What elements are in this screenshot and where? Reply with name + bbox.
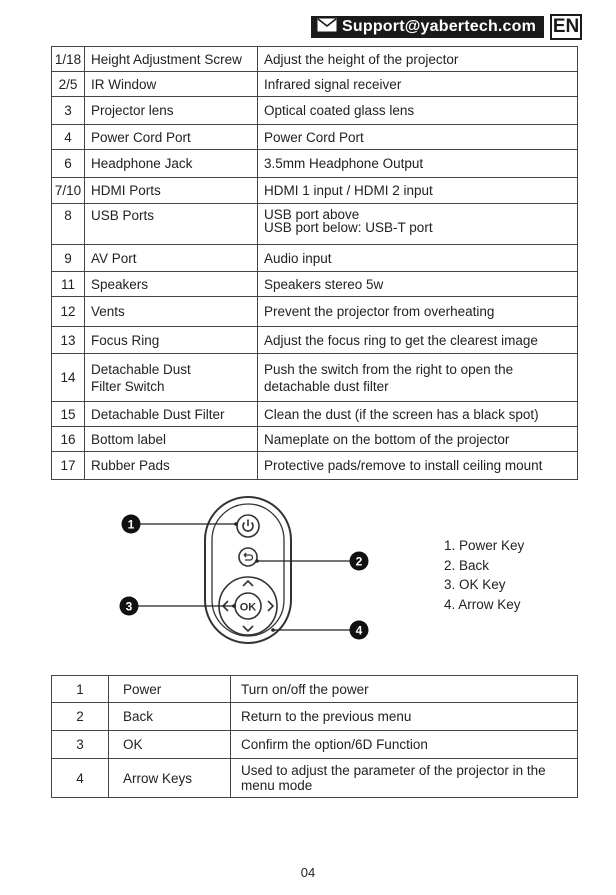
key-number: 2 xyxy=(52,703,109,731)
support-email: Support@yabertech.com xyxy=(342,18,537,35)
table-row xyxy=(52,150,578,178)
svg-text:1: 1 xyxy=(127,517,135,532)
callout-dot-1 xyxy=(234,522,238,526)
part-name: USB Ports xyxy=(85,204,258,245)
svg-text:4: 4 xyxy=(355,623,363,638)
part-number: 12 xyxy=(52,297,85,327)
part-number: 13 xyxy=(52,327,85,354)
part-description: Power Cord Port xyxy=(258,125,578,150)
legend-item: 3. OK Key xyxy=(444,577,506,592)
part-name-line: Filter Switch xyxy=(91,378,165,394)
part-description-line: detachable dust filter xyxy=(264,378,389,394)
part-description: Adjust the focus ring to get the clearest image xyxy=(258,327,578,354)
remote-key-legend xyxy=(444,536,524,614)
table-row xyxy=(52,676,578,703)
callout-dot-4 xyxy=(271,628,275,632)
part-description-line: USB port above xyxy=(264,207,360,222)
part-description-line: USB port below: USB-T port xyxy=(264,220,433,235)
key-number: 1 xyxy=(52,676,109,703)
key-description-line: Used to adjust the parameter of the projector in the xyxy=(241,763,546,778)
part-name: IR Window xyxy=(85,72,258,97)
table-row xyxy=(52,178,578,204)
table-row xyxy=(52,97,578,125)
callout-dot-3 xyxy=(232,604,236,608)
envelope-icon xyxy=(317,18,337,37)
callout-badge-2 xyxy=(350,552,369,571)
callout-dot-2 xyxy=(255,559,259,563)
svg-text:2: 2 xyxy=(355,554,363,569)
part-name-line: Detachable Dust xyxy=(91,361,191,377)
remote-keys-table xyxy=(51,675,578,798)
part-number: 9 xyxy=(52,245,85,272)
part-description: Audio input xyxy=(258,245,578,272)
part-name: Height Adjustment Screw xyxy=(85,47,258,72)
table-row xyxy=(52,402,578,427)
part-number: 2/5 xyxy=(52,72,85,97)
support-contact xyxy=(311,16,544,38)
part-name: Headphone Jack xyxy=(85,150,258,178)
table-row xyxy=(52,245,578,272)
part-number: 6 xyxy=(52,150,85,178)
ok-label: OK xyxy=(239,601,257,614)
part-description: HDMI 1 input / HDMI 2 input xyxy=(258,178,578,204)
part-number: 14 xyxy=(52,354,85,402)
part-number: 17 xyxy=(52,452,85,480)
part-description: Prevent the projector from overheating xyxy=(258,297,578,327)
table-row xyxy=(52,125,578,150)
part-number: 11 xyxy=(52,272,85,297)
part-number: 8 xyxy=(52,204,85,245)
table-row xyxy=(52,204,578,245)
part-description-line: Push the switch from the right to open the xyxy=(264,361,514,377)
table-row xyxy=(52,354,578,402)
part-description: Clean the dust (if the screen has a black spot) xyxy=(258,402,578,427)
part-name: Focus Ring xyxy=(85,327,258,354)
part-description xyxy=(258,204,578,245)
power-key xyxy=(237,515,259,537)
part-description: Infrared signal receiver xyxy=(258,72,578,97)
part-name: Rubber Pads xyxy=(85,452,258,480)
key-description: Return to the previous menu xyxy=(231,703,578,731)
part-name: HDMI Ports xyxy=(85,178,258,204)
part-number: 7/10 xyxy=(52,178,85,204)
parts-table xyxy=(51,46,578,480)
part-name xyxy=(85,354,258,402)
part-number: 1/18 xyxy=(52,47,85,72)
table-row xyxy=(52,452,578,480)
part-name: Speakers xyxy=(85,272,258,297)
ok-key xyxy=(235,593,261,619)
part-description: Protective pads/remove to install ceiling mount xyxy=(258,452,578,480)
part-number: 15 xyxy=(52,402,85,427)
page-number: 04 xyxy=(300,865,316,880)
part-description xyxy=(258,354,578,402)
svg-text:3: 3 xyxy=(125,599,133,614)
part-name: Projector lens xyxy=(85,97,258,125)
callout-badge-3 xyxy=(120,597,139,616)
part-number: 16 xyxy=(52,427,85,452)
table-row xyxy=(52,327,578,354)
language-badge: EN xyxy=(550,14,582,40)
part-number: 3 xyxy=(52,97,85,125)
part-number: 4 xyxy=(52,125,85,150)
callout-badge-1 xyxy=(122,515,141,534)
legend-item: 1. Power Key xyxy=(444,538,525,553)
legend-item: 2. Back xyxy=(444,557,490,573)
key-name: Back xyxy=(109,703,231,731)
page-header xyxy=(311,14,582,40)
table-row xyxy=(52,759,578,798)
key-number: 3 xyxy=(52,731,109,759)
callout-badge-4 xyxy=(350,621,369,640)
back-key xyxy=(239,548,257,566)
key-name: Power xyxy=(109,676,231,703)
table-row xyxy=(52,47,578,72)
part-name: Vents xyxy=(85,297,258,327)
table-row xyxy=(52,427,578,452)
remote-control-diagram xyxy=(110,495,390,645)
key-name: Arrow Keys xyxy=(109,759,231,798)
table-row xyxy=(52,703,578,731)
table-row xyxy=(52,731,578,759)
part-description: Optical coated glass lens xyxy=(258,97,578,125)
part-name: Power Cord Port xyxy=(85,125,258,150)
part-description: Nameplate on the bottom of the projector xyxy=(258,427,578,452)
key-description-line: menu mode xyxy=(241,778,313,793)
key-description xyxy=(231,759,578,798)
part-name: AV Port xyxy=(85,245,258,272)
part-name: Detachable Dust Filter xyxy=(85,402,258,427)
part-description: Speakers stereo 5w xyxy=(258,272,578,297)
key-description: Turn on/off the power xyxy=(231,676,578,703)
part-description: Adjust the height of the projector xyxy=(258,47,578,72)
key-description: Confirm the option/6D Function xyxy=(231,731,578,759)
part-description: 3.5mm Headphone Output xyxy=(258,150,578,178)
key-name: OK xyxy=(109,731,231,759)
table-row xyxy=(52,297,578,327)
key-number: 4 xyxy=(52,759,109,798)
legend-item: 4. Arrow Key xyxy=(444,596,521,612)
part-name: Bottom label xyxy=(85,427,258,452)
table-row xyxy=(52,272,578,297)
table-row xyxy=(52,72,578,97)
